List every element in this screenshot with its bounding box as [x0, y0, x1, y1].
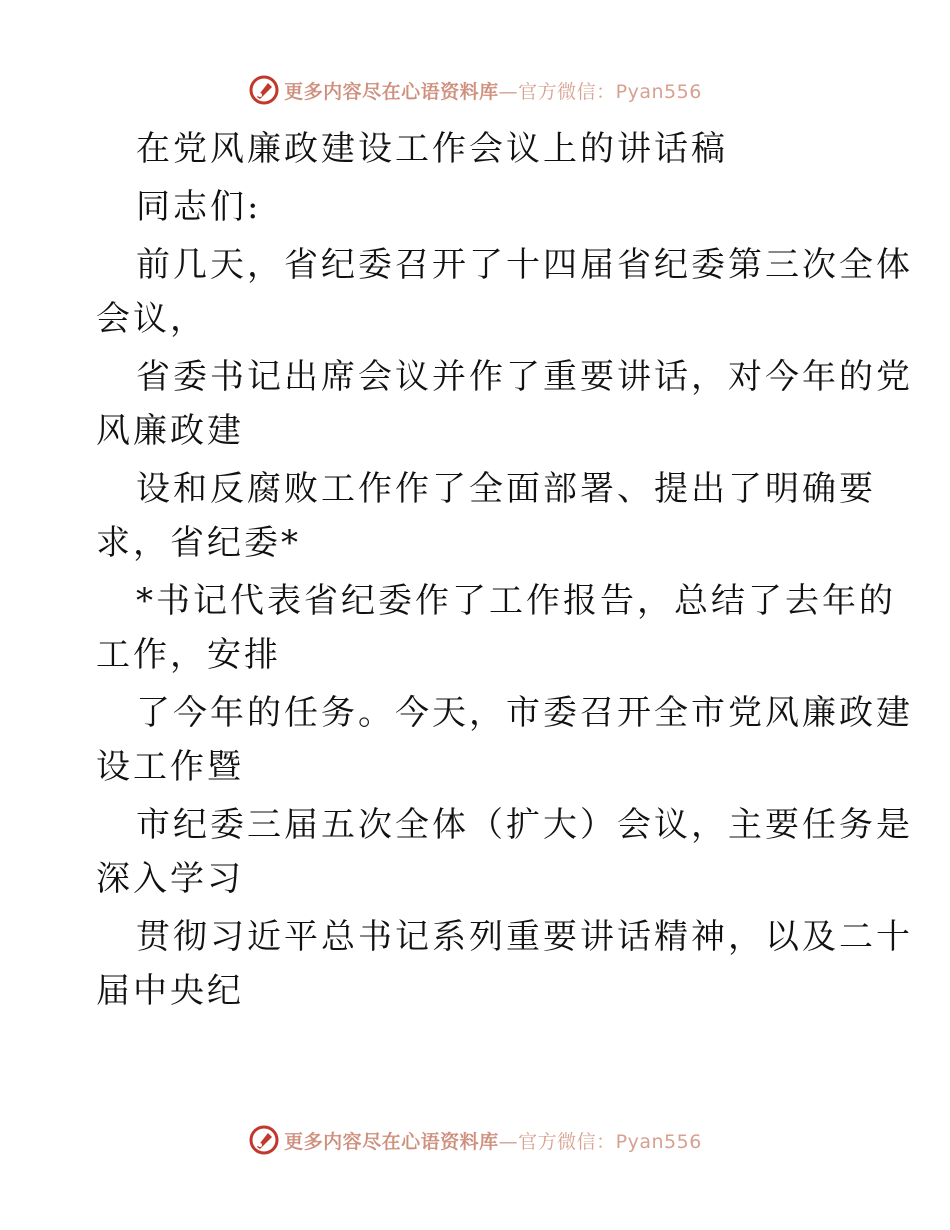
text-line: 设工作暨 [96, 747, 244, 787]
header-banner [0, 70, 950, 110]
salutation: 同志们: [136, 187, 262, 227]
text-line: 市纪委三届五次全体（扩大）会议，主要任务是 [136, 805, 913, 845]
banner-wechat: —官方微信：Pyan556 [498, 80, 702, 103]
text-line: 届中央纪 [96, 971, 244, 1011]
banner-site-name: 更多内容尽在心语资料库 [284, 1130, 499, 1153]
text-line: 前几天，省纪委召开了十四届省纪委第三次全体 [136, 245, 913, 285]
text-line: 贯彻习近平总书记系列重要讲话精神，以及二十 [136, 917, 913, 957]
document-body [96, 122, 913, 1018]
text-line: 省委书记出席会议并作了重要讲话，对今年的党 [136, 357, 913, 397]
banner-site-name: 更多内容尽在心语资料库 [284, 80, 499, 103]
text-line: 设和反腐败工作作了全面部署、提出了明确要 [136, 469, 876, 509]
text-line: 求，省纪委* [96, 523, 301, 563]
banner-text [284, 1127, 702, 1154]
text-line: 风廉政建 [96, 411, 244, 451]
pen-nib-logo-icon [248, 1124, 280, 1156]
footer-banner [0, 1120, 950, 1160]
text-line: 深入学习 [96, 859, 244, 899]
banner-text [284, 77, 702, 104]
banner-wechat: —官方微信：Pyan556 [498, 1130, 702, 1153]
text-line: 了今年的任务。今天，市委召开全市党风廉政建 [136, 693, 913, 733]
document-title: 在党风廉政建设工作会议上的讲话稿 [136, 129, 728, 169]
text-line: *书记代表省纪委作了工作报告，总结了去年的 [136, 581, 896, 621]
text-line: 工作，安排 [96, 635, 281, 675]
text-line: 会议， [96, 299, 207, 339]
pen-nib-logo-icon [248, 74, 280, 106]
